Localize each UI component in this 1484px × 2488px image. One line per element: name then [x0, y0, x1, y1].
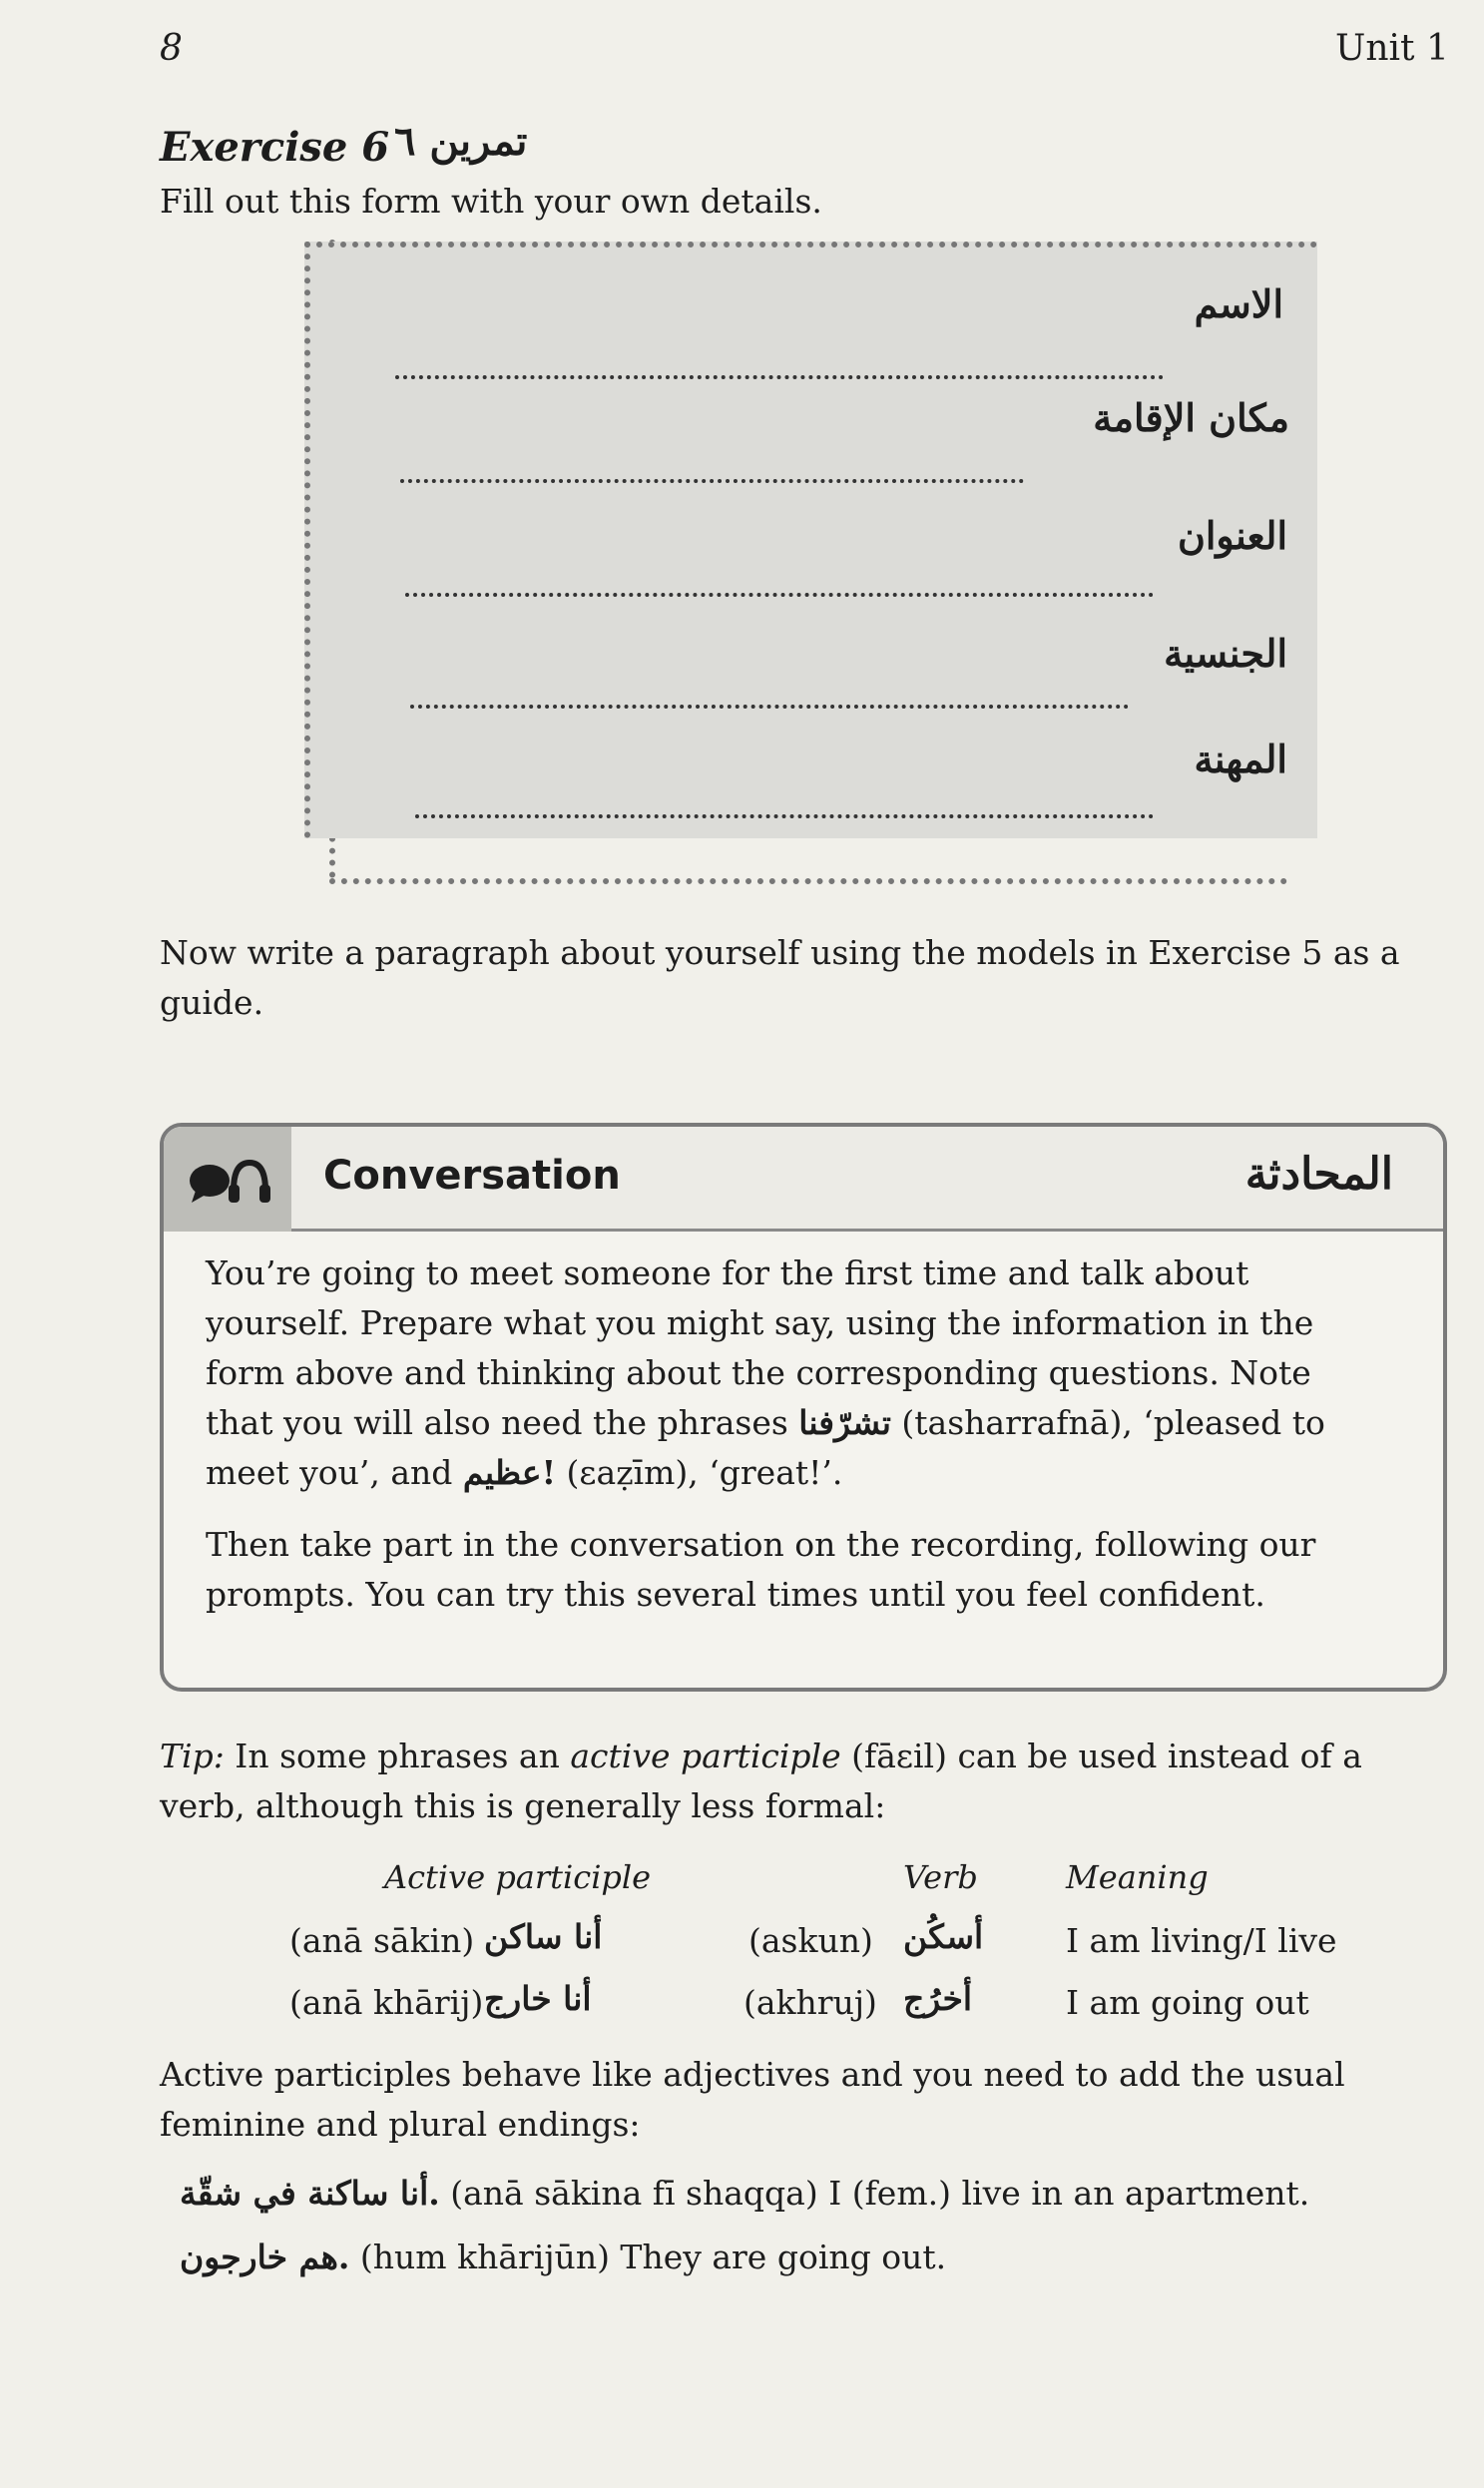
- row2-participle-translit: (anā khārij): [289, 1983, 484, 2022]
- example-line: .أنا ساكنة في شقّة (anā sākina fī shaqqa) I (fem.) live in an apartment.: [180, 2174, 1310, 2213]
- form-line-name[interactable]: [395, 375, 1164, 379]
- conversation-line: Then take part in the conversation on the recording, following our: [206, 1525, 1316, 1564]
- arabic-phrase: تشرّفنا: [798, 1403, 891, 1442]
- table-header-participle: Active participle: [384, 1858, 652, 1896]
- form-label-residence: مكان الإقامة: [1093, 395, 1289, 440]
- conversation-header: [164, 1127, 1443, 1232]
- form-frame-bottom: [329, 878, 1287, 884]
- row2-verb-translit: (akhruj): [743, 1983, 877, 2022]
- form-label-name: الاسم: [1194, 281, 1283, 326]
- conversation-line: yourself. Prepare what you might say, using the information in the: [206, 1303, 1314, 1342]
- form-label-profession: المهنة: [1194, 737, 1287, 781]
- form-line-address[interactable]: [405, 593, 1154, 597]
- example-line: .هم خارجون (hum khārijūn) They are going out.: [180, 2238, 947, 2276]
- row1-meaning: I am living/I live: [1066, 1921, 1337, 1960]
- form-label-nationality: الجنسية: [1164, 631, 1287, 676]
- form-line-profession[interactable]: [415, 814, 1154, 818]
- arabic-phrase: !عظيم: [462, 1453, 557, 1492]
- form-line-residence[interactable]: [400, 479, 1024, 483]
- exercise-title: Exercise 6: [160, 124, 390, 171]
- row2-verb-arabic: أخرُج: [903, 1979, 973, 2018]
- conversation-line: You’re going to meet someone for the first time and talk about: [206, 1253, 1249, 1292]
- page-number: 8: [160, 28, 183, 69]
- exercise-title-arabic: تمرين ٦: [394, 118, 528, 165]
- row2-meaning: I am going out: [1066, 1983, 1309, 2022]
- conversation-title: Conversation: [323, 1153, 621, 1199]
- table-header-verb: Verb: [903, 1858, 978, 1896]
- conversation-title-arabic: المحادثة: [1244, 1149, 1393, 1200]
- tip-label: Tip:: [160, 1737, 225, 1775]
- row2-participle-arabic: أنا خارج: [484, 1979, 592, 2018]
- conversation-box: [160, 1123, 1447, 1692]
- conversation-body: [206, 1248, 1413, 1620]
- conversation-line: form above and thinking about the corresponding questions. Note: [206, 1353, 1311, 1392]
- speech-bubble-and-headphones-icon: [186, 1151, 275, 1211]
- tip-paragraph: Tip: In some phrases an active participle (fāɛil) can be used instead of a verb, although this is generally less formal:: [160, 1737, 1362, 1825]
- form-line-nationality[interactable]: [410, 705, 1129, 709]
- example-arabic: .هم خارجون: [180, 2238, 350, 2276]
- table-header-meaning: Meaning: [1066, 1858, 1209, 1896]
- conversation-line: meet you’, and !عظيم (ɛaẓīm), ‘great!’.: [206, 1453, 843, 1492]
- running-head: Unit 1: [1335, 28, 1449, 69]
- adjective-note: Active participles behave like adjectives and you need to add the usual feminine and plural endings:: [160, 2055, 1345, 2144]
- row1-participle-translit: (anā sākin): [289, 1921, 475, 1960]
- exercise-instruction: Fill out this form with your own details.: [160, 182, 822, 221]
- paragraph-prompt: Now write a paragraph about yourself using the models in Exercise 5 as a guide.: [160, 933, 1400, 1022]
- conversation-line: that you will also need the phrases تشرّفنا (tasharrafnā), ‘pleased to: [206, 1403, 1325, 1442]
- example-arabic: .أنا ساكنة في شقّة: [180, 2174, 440, 2213]
- row1-verb-translit: (askun): [748, 1921, 873, 1960]
- form-label-address: العنوان: [1177, 513, 1287, 558]
- form-card: [304, 242, 1317, 838]
- conversation-line: prompts. You can try this several times until you feel confident.: [206, 1575, 1265, 1614]
- row1-verb-arabic: أسكُن: [903, 1917, 984, 1956]
- row1-participle-arabic: أنا ساكن: [484, 1917, 603, 1956]
- conversation-icon-panel: [164, 1127, 291, 1232]
